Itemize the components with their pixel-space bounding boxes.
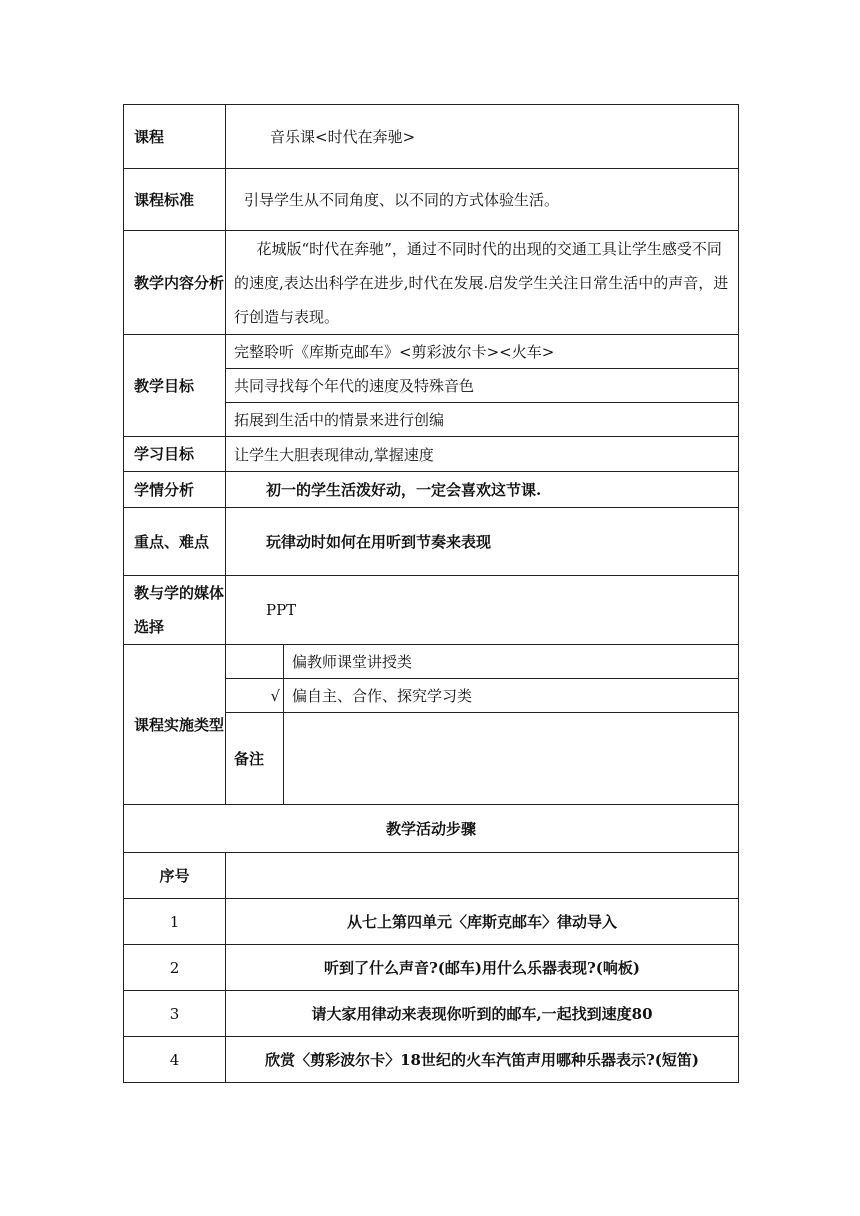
value-standard: 引导学生从不同角度、以不同的方式体验生活。 [226,169,739,231]
row-course [124,105,739,169]
step-number: 2 [124,945,226,991]
row-learning [124,437,739,472]
lesson-plan-table [123,104,739,1083]
row-content [124,231,739,335]
label-standard: 课程标准 [124,169,226,231]
step-row [124,945,739,991]
label-learning: 学习目标 [124,437,226,472]
seq-header-blank [226,853,739,899]
label-course: 课程 [124,105,226,169]
step-text: 请大家用律动来表现你听到的邮车,一起找到速度80 [226,991,739,1037]
steps-title: 教学活动步骤 [124,805,739,853]
step-row [124,1037,739,1083]
step-text: 从七上第四单元〈库斯克邮车〉律动导入 [226,899,739,945]
label-type: 课程实施类型 [124,645,226,805]
step-number: 4 [124,1037,226,1083]
row-seq-header [124,853,739,899]
label-key: 重点、难点 [124,508,226,576]
seq-header: 序号 [124,853,226,899]
label-note: 备注 [226,713,284,805]
type-option-mark: √ [226,679,284,713]
type-option-text: 偏自主、合作、探究学习类 [284,679,739,713]
value-learning: 让学生大胆表现律动,掌握速度 [226,437,739,472]
step-row [124,991,739,1037]
value-media: PPT [226,576,739,645]
step-number: 1 [124,899,226,945]
row-key [124,508,739,576]
row-situation [124,472,739,508]
label-media: 教与学的媒体选择 [124,576,226,645]
value-course: 音乐课<时代在奔驰> [226,105,739,169]
step-text: 欣赏〈剪彩波尔卡〉18世纪的火车汽笛声用哪种乐器表示?(短笛) [226,1037,739,1083]
value-note [284,713,739,805]
goal-item: 完整聆听《库斯克邮车》<剪彩波尔卡><火车> [226,335,739,369]
label-content: 教学内容分析 [124,231,226,335]
step-number: 3 [124,991,226,1037]
row-media [124,576,739,645]
goal-item: 共同寻找每个年代的速度及特殊音色 [226,369,739,403]
row-standard [124,169,739,231]
label-situation: 学情分析 [124,472,226,508]
label-goals: 教学目标 [124,335,226,437]
step-text: 听到了什么声音?(邮车)用什么乐器表现?(响板) [226,945,739,991]
row-steps-title [124,805,739,853]
type-option-mark [226,645,284,679]
value-content: 花城版“时代在奔驰”，通过不同时代的出现的交通工具让学生感受不同的速度,表达出科学在进步,时代在发展.启发学生关注日常生活中的声音，进行创造与表现。 [226,231,739,335]
goal-item: 拓展到生活中的情景来进行创编 [226,403,739,437]
step-row [124,899,739,945]
row-type-1 [124,645,739,679]
row-goal-1 [124,335,739,369]
value-situation: 初一的学生活泼好动，一定会喜欢这节课. [226,472,739,508]
type-option-text: 偏教师课堂讲授类 [284,645,739,679]
value-key: 玩律动时如何在用听到节奏来表现 [226,508,739,576]
